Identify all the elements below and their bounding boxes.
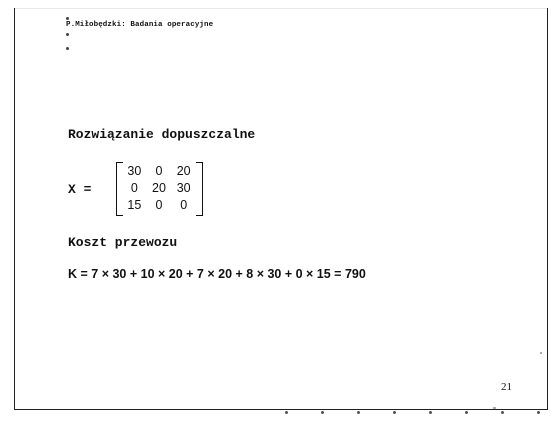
matrix-cell: 15 <box>127 198 142 212</box>
binder-hole-dot <box>393 411 396 414</box>
matrix-cell: 20 <box>152 181 166 195</box>
matrix-label: X = <box>68 182 92 197</box>
binder-hole-dot <box>66 33 69 36</box>
matrix-cell: 30 <box>176 181 191 195</box>
matrix-cell: 0 <box>155 164 163 178</box>
matrix-right-bracket <box>196 162 203 216</box>
binder-hole-dot <box>66 47 69 50</box>
binder-hole-dot <box>537 411 540 414</box>
binder-hole-dot <box>465 411 468 414</box>
matrix-row <box>122 163 196 180</box>
binder-hole-dot <box>285 411 288 414</box>
matrix-cell: 0 <box>130 181 138 195</box>
cost-formula: K = 7 × 30 + 10 × 20 + 7 × 20 + 8 × 30 + 0 × 15 = 790 <box>68 267 366 281</box>
scan-speck <box>540 352 542 354</box>
scan-speck <box>493 407 496 409</box>
matrix-row <box>122 197 196 214</box>
slide-frame <box>14 8 548 410</box>
matrix-cell: 30 <box>127 164 142 178</box>
solution-matrix <box>122 163 196 214</box>
matrix-cell: 0 <box>180 198 188 212</box>
matrix-row <box>122 180 196 197</box>
binder-hole-dot <box>429 411 432 414</box>
matrix-cell: 0 <box>155 198 163 212</box>
page-number: 21 <box>501 381 512 393</box>
section-title-feasible-solution: Rozwiązanie dopuszczalne <box>68 127 256 142</box>
binder-hole-dot <box>501 411 504 414</box>
binder-hole-dot <box>357 411 360 414</box>
matrix-cell: 20 <box>176 164 191 178</box>
section-title-transport-cost: Koszt przewozu <box>68 235 178 250</box>
binder-hole-dot <box>66 17 69 20</box>
binder-hole-dot <box>321 411 324 414</box>
page-header: P.Miłobędzki: Badania operacyjne <box>66 21 214 29</box>
